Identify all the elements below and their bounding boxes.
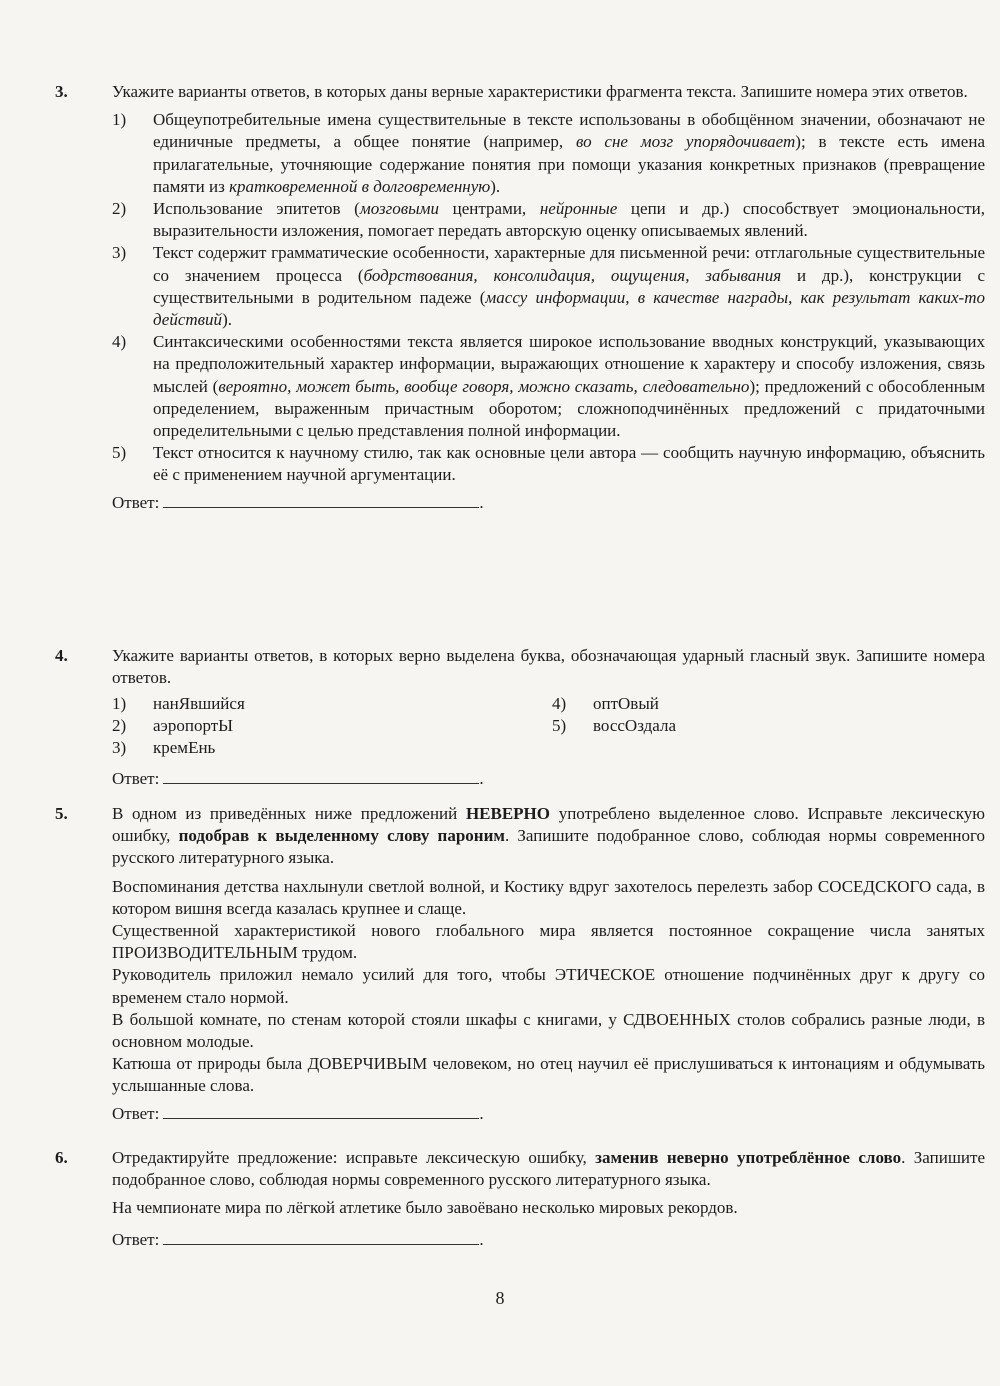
- option-text: Общеупотребительные имена существительные в тексте использованы в обобщённом значении, обозначают не единичные предметы, а общее понятие (например, во сне мозг упорядочивает); в тексте есть имена прилагательные, уточняющие содержание понятия при помощи указания конкретных признаков (превращение памяти из кратковременной в долговременную).: [153, 110, 985, 196]
- sentence: На чемпионате мира по лёгкой атлетике было завоёвано несколько мировых рекордов.: [112, 1198, 738, 1218]
- answer-label: Ответ:: [112, 1229, 160, 1249]
- answer-row: Ответ: .: [112, 492, 484, 512]
- option-number: 1): [112, 110, 127, 130]
- answer-label: Ответ:: [112, 1103, 160, 1123]
- option-text: Текст относится к научному стилю, так как основные цели автора — сообщить научную информацию, объяснить её с применением научной аргументации.: [153, 443, 985, 485]
- option-item: [112, 693, 245, 715]
- option-item: [112, 242, 985, 331]
- task-number: 5.: [55, 804, 68, 823]
- option-number: 1): [112, 694, 127, 714]
- option-item: [552, 693, 659, 715]
- option-item: [552, 715, 676, 737]
- sentence: Существенной характеристикой нового глобального мира является постоянное сокращение числа занятых ПРОИЗВОДИТЕЛЬНЫМ трудом.: [112, 921, 985, 963]
- option-text: Синтаксическими особенностями текста является широкое использование вводных конструкций, указывающих на предположительный характер информации, выражающих отношение к характеру и способу изложения, связь мыслей (вероятно, может быть, вообще говоря, можно сказать, следовательно); предложений с обособленным определением, выраженным причастным оборотом; сложноподчинённых предложений с придаточными определительными с целью представления полной информации.: [153, 332, 986, 441]
- task-question: В одном из приведённых ниже предложений НЕВЕРНО употреблено выделенное слово. Исправьте лексическую ошибку, подобрав к выделенному слову пароним. Запишите подобранное слово, соблюдая нормы современного русского литературного языка.: [112, 804, 986, 868]
- task-question: Укажите варианты ответов, в которых верно выделена буква, обозначающая ударный гласный звук. Запишите номера ответов.: [112, 646, 985, 688]
- answer-line[interactable]: [163, 1228, 479, 1245]
- option-item: [112, 331, 985, 442]
- answer-line[interactable]: [163, 1102, 479, 1119]
- task-body: [112, 1147, 985, 1251]
- option-text: Использование эпитетов (мозговыми центрами, нейронные цепи и др.) способствует эмоциональности, выразительности изложения, помогает передать авторскую оценку описываемых явлений.: [153, 199, 986, 241]
- option-number: 4): [552, 694, 567, 714]
- task-number: 6.: [55, 1148, 68, 1167]
- option-word: кремЕнь: [153, 738, 216, 758]
- option-number: 3): [112, 738, 127, 758]
- sentence: Руководитель приложил немало усилий для того, чтобы ЭТИЧЕСКОЕ отношение подчинённых друг к другу со временем стало нормой.: [112, 965, 985, 1007]
- answer-line[interactable]: [163, 491, 479, 508]
- option-word: оптОвый: [593, 694, 659, 714]
- page-number: 8: [495, 1288, 505, 1308]
- option-item: [112, 442, 985, 486]
- task-number: 4.: [55, 646, 68, 665]
- option-list: [112, 109, 985, 486]
- answer-row: Ответ: .: [112, 769, 484, 789]
- option-number: 3): [112, 243, 127, 263]
- option-item: [112, 198, 985, 242]
- task-body: [112, 803, 985, 1125]
- sentence: Катюша от природы была ДОВЕРЧИВЫМ человеком, но отец научил её прислушиваться к интонациям и обдумывать услышанные слова.: [112, 1054, 985, 1096]
- option-number: 2): [112, 199, 127, 219]
- answer-label: Ответ:: [112, 769, 160, 789]
- sentence: В большой комнате, по стенам которой стояли шкафы с книгами, у СДВОЕННЫХ столов собрались разные люди, в основном молодые.: [112, 1009, 985, 1052]
- option-number: 5): [552, 716, 567, 736]
- option-grid: [112, 693, 985, 763]
- task-body: [112, 645, 985, 791]
- answer-row: Ответ: .: [112, 1229, 484, 1249]
- option-word: аэропортЫ: [153, 716, 233, 736]
- answer-label: Ответ:: [112, 492, 160, 512]
- task-body: [112, 81, 985, 514]
- option-word: воссОздала: [593, 716, 676, 736]
- option-text: Текст содержит грамматические особенности, характерные для письменной речи: отглагольные существительные со значением процесса (бодрствования, консолидация, ощущения, забывания и др.), конструкции с существительными в родительном падеже (массу информации, в качестве награды, как результат каких-то действий).: [153, 243, 985, 330]
- option-word: нанЯвшийся: [153, 694, 245, 714]
- option-item: [112, 737, 215, 759]
- task-number: 3.: [55, 82, 68, 101]
- task-question: Укажите варианты ответов, в которых даны верные характеристики фрагмента текста. Запишите номера этих ответов.: [112, 82, 968, 101]
- sentence: Воспоминания детства нахлынули светлой волной, и Костику вдруг захотелось перелезть забор СОСЕДСКОГО сада, в котором вишня всегда казалась крупнее и слаще.: [112, 876, 985, 918]
- answer-row: Ответ: .: [112, 1103, 484, 1123]
- option-item: [112, 109, 985, 198]
- option-number: 5): [112, 443, 127, 463]
- option-item: [112, 715, 233, 737]
- task-question: Отредактируйте предложение: исправьте лексическую ошибку, заменив неверно употреблённое слово. Запишите подобранное слово, соблюдая нормы современного русского литературного языка.: [112, 1148, 985, 1190]
- option-number: 4): [112, 332, 127, 352]
- answer-line[interactable]: [163, 767, 479, 784]
- option-number: 2): [112, 716, 127, 736]
